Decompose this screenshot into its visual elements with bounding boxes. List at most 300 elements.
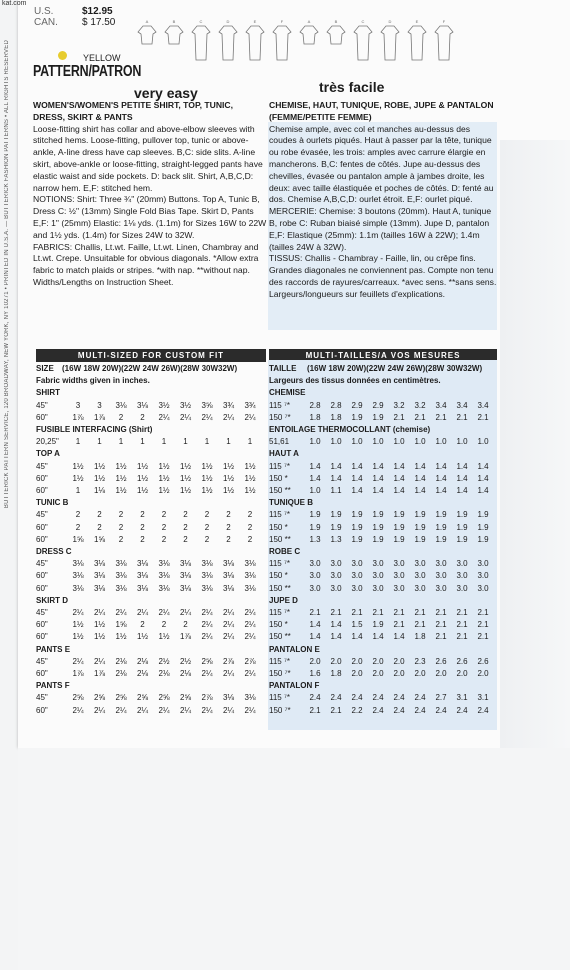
table-row xyxy=(269,436,497,448)
figure-caption: D xyxy=(388,19,392,24)
table-cell: 2 xyxy=(118,412,124,422)
table-cell: 1.0 xyxy=(351,437,363,447)
table-cell: 1½ xyxy=(115,486,127,495)
table-row xyxy=(269,583,497,595)
table-cell: 3½ xyxy=(158,400,170,410)
table-cell: 2 xyxy=(183,620,188,630)
fabric-width-label: 60" xyxy=(36,632,48,642)
table-cell: 3⅛ xyxy=(93,583,106,593)
table-cell: 1.8 xyxy=(309,412,321,422)
table-cell: 1.4 xyxy=(477,473,489,483)
size-label: SIZE xyxy=(36,364,54,373)
table-cell: 2¼ xyxy=(244,620,256,630)
table-cell: 3⅛ xyxy=(93,559,106,569)
section-row xyxy=(36,546,266,558)
table-cell: 2.0 xyxy=(309,656,321,666)
table-cell: 2⅛ xyxy=(136,669,149,678)
table-cell: 1.3 xyxy=(309,534,321,544)
table-cell: 1.5 xyxy=(351,620,363,630)
garment-sketch-icon xyxy=(163,24,185,62)
table-cell: 1.9 xyxy=(309,510,321,520)
table-cell: 2.6 xyxy=(477,656,489,666)
section-name: PANTS F xyxy=(36,681,70,691)
table-cell: 1⅞ xyxy=(179,632,192,642)
table-cell: 1.4 xyxy=(435,486,447,495)
table-cell: 3⅛ xyxy=(201,571,213,581)
table-cell: 2 xyxy=(75,510,81,520)
table-cell: 2⅛ xyxy=(136,656,149,666)
table-cell: 2 xyxy=(226,522,231,532)
table-cell: 1½ xyxy=(72,473,84,483)
table-cell: 1.4 xyxy=(330,473,342,483)
table-cell: 1.4 xyxy=(414,473,426,483)
section-name: HAUT A xyxy=(269,449,299,459)
garment-sketch-icon xyxy=(352,24,374,62)
table-cell: 3.0 xyxy=(351,571,363,581)
fabric-width-label: 45" xyxy=(36,400,48,410)
section-row xyxy=(36,644,266,656)
section-name: TUNIQUE B xyxy=(269,498,313,508)
table-cell: 2¼ xyxy=(222,705,235,715)
heading-fr: très facile xyxy=(319,79,385,95)
fr-widths-note: Largeurs/longueurs sur feuillets d'explications. xyxy=(269,288,445,299)
size-label: TAILLE xyxy=(269,364,297,373)
table-cell: 1 xyxy=(204,437,210,447)
fabric-width-label: 150 ⁷* xyxy=(269,412,291,422)
table-cell: 2¼ xyxy=(93,705,106,715)
table-cell: 2⅝ xyxy=(72,693,84,703)
table-cell: 1.1 xyxy=(330,486,342,495)
table-cell: 3⅛ xyxy=(136,583,149,593)
table-cell: 1.4 xyxy=(477,486,489,495)
table-cell: 2¼ xyxy=(244,608,256,617)
table-cell: 2.0 xyxy=(351,656,363,666)
table-cell: 2 xyxy=(140,620,145,630)
table-cell: 1⅝ xyxy=(72,534,84,544)
price-block xyxy=(34,6,115,28)
table-cell: 2¼ xyxy=(201,608,213,617)
table-cell: 1.0 xyxy=(477,437,489,447)
table-cell: 2¼ xyxy=(115,705,127,715)
figure-caption: A xyxy=(307,19,311,24)
table-cell: 1.4 xyxy=(309,461,321,471)
table-cell: 2 xyxy=(118,510,124,520)
fabric-width-note: Fabric widths given in inches. xyxy=(36,376,150,386)
en-desc: Loose-fitting shirt has collar and above-elbow sleeves with stitched hems. Loose-fitting, pullover top, tunic or above-ankle, A-line dress have cap sleeves. B,C: side slits. A-line skirt, above-ankle or loose-fitting, straight-legged pants have elastic waist and side pockets. D: back slit. Shirt, A,B,C,D: narrow hem. E,F: stitched hem. xyxy=(33,123,263,193)
table-cell: 1½ xyxy=(93,620,106,630)
table-cell: 3½ xyxy=(179,400,192,410)
table-cell: 3⅛ xyxy=(158,571,170,581)
table-cell: 2¼ xyxy=(93,656,106,666)
table-cell: 2.1 xyxy=(477,412,489,422)
table-cell: 3⅛ xyxy=(201,559,213,569)
table-cell: 1.4 xyxy=(330,461,342,471)
section-row xyxy=(269,595,497,607)
table-cell: 2¼ xyxy=(179,705,192,715)
table-cell: 1.4 xyxy=(456,473,468,483)
table-cell: 1.9 xyxy=(435,510,447,520)
table-cell: 1.4 xyxy=(372,461,384,471)
en-widths-note: Widths/Lengths on Instruction Sheet. xyxy=(33,276,174,287)
table-cell: 2¼ xyxy=(158,412,170,422)
table-cell: 2⅝ xyxy=(179,693,192,703)
table-cell: 2.1 xyxy=(414,608,426,617)
table-cell: 2 xyxy=(183,534,188,544)
table-row xyxy=(269,692,497,704)
table-cell: 2⅛ xyxy=(179,669,192,678)
table-cell: 2 xyxy=(247,522,253,532)
table-row xyxy=(269,473,497,485)
table-cell: 3⅛ xyxy=(222,559,235,569)
table-cell: 1.4 xyxy=(435,473,447,483)
fabric-width-label: 45" xyxy=(36,461,48,471)
section-row xyxy=(269,497,497,509)
garment-sketch-icon xyxy=(136,24,158,62)
table-cell: 2.1 xyxy=(309,608,321,617)
table-cell: 2.1 xyxy=(393,608,405,617)
fabric-width-label: 150 * xyxy=(269,522,288,532)
table-cell: 2⅞ xyxy=(201,693,213,703)
table-cell: 2 xyxy=(247,534,253,544)
table-cell: 1½ xyxy=(158,473,170,483)
table-cell: 2.0 xyxy=(414,669,426,678)
table-cell: 1⅝ xyxy=(115,620,127,630)
table-cell: 1.4 xyxy=(393,473,405,483)
table-cell: 2.1 xyxy=(456,620,468,630)
table-cell: 3⅛ xyxy=(179,583,192,593)
section-row xyxy=(269,424,497,436)
french-description xyxy=(269,100,499,301)
table-cell: 3.0 xyxy=(330,583,342,593)
table-cell: 3⅛ xyxy=(201,583,213,593)
table-cell: 1.4 xyxy=(309,473,321,483)
garment-figure xyxy=(377,20,403,66)
table-cell: 2¼ xyxy=(158,705,170,715)
table-cell: 1.4 xyxy=(393,632,405,642)
table-cell: 1.0 xyxy=(330,437,342,447)
table-cell: 3⅛ xyxy=(244,583,256,593)
section-name: PANTALON F xyxy=(269,681,320,691)
table-cell: 2 xyxy=(226,510,231,520)
fabric-width-label: 60" xyxy=(36,522,48,532)
spine-text-strip xyxy=(0,40,18,740)
table-cell: 2.1 xyxy=(435,412,447,422)
table-cell: 1½ xyxy=(115,473,127,483)
garment-figure xyxy=(269,20,295,66)
table-cell: 2½ xyxy=(179,656,192,666)
table-cell: 2.4 xyxy=(477,705,489,715)
site-label: kat.com xyxy=(2,0,27,7)
garment-figure xyxy=(215,20,241,66)
figure-caption: C xyxy=(361,19,365,24)
table-cell: 3.0 xyxy=(393,559,405,569)
garment-sketch-icon xyxy=(244,24,266,62)
table-cell: 1½ xyxy=(93,461,106,471)
table-row xyxy=(36,619,266,631)
table-cell: 3.0 xyxy=(330,571,342,581)
table-cell: 2¼ xyxy=(222,632,235,642)
table-cell: 2.1 xyxy=(456,412,468,422)
section-row xyxy=(269,387,497,399)
table-cell: 2.1 xyxy=(330,705,342,715)
section-name: TOP A xyxy=(36,449,60,459)
fabric-width-label: 60" xyxy=(36,620,48,630)
garment-sketch-icon xyxy=(433,24,455,62)
table-cell: 1.9 xyxy=(372,510,384,520)
table-cell: 1.3 xyxy=(330,534,342,544)
table-cell: 1⅞ xyxy=(93,412,106,422)
table-cell: 3.0 xyxy=(477,559,489,569)
table-row xyxy=(269,412,497,424)
table-cell: 1.9 xyxy=(456,534,468,544)
heading-en: very easy xyxy=(134,85,198,101)
table-cell: 3⅛ xyxy=(244,571,256,581)
table-cell: 2.4 xyxy=(393,705,405,715)
table-cell: 2.1 xyxy=(330,608,342,617)
garment-figures xyxy=(134,20,464,66)
table-cell: 1.9 xyxy=(393,522,405,532)
table-cell: 1.4 xyxy=(309,620,321,630)
table-cell: 3⅛ xyxy=(136,400,149,410)
table-cell: 3.0 xyxy=(435,583,447,593)
garment-figure xyxy=(188,20,214,66)
table-cell: 2.8 xyxy=(309,400,321,410)
garment-figure xyxy=(323,20,349,66)
table-cell: 3.0 xyxy=(351,583,363,593)
table-cell: 2 xyxy=(97,510,102,520)
en-notions: NOTIONS: Shirt: Three ¾" (20mm) Buttons. Top A, Tunic B, Dress C: ½" (13mm) Single Fold Bias Tape. Skirt D, Pants E,F: 1" (25mm) Elastic: 1⅛ yds. (1.1m) for Sizes 16W to 22W and 1½ yds. (1.4m) for Sizes 24W to 32W. xyxy=(33,194,267,240)
table-cell: 1½ xyxy=(201,461,213,471)
table-cell: 2 xyxy=(140,534,145,544)
table-cell: 1.4 xyxy=(456,461,468,471)
figure-caption: E xyxy=(415,19,419,24)
table-cell: 2¼ xyxy=(244,669,256,678)
table-cell: 1.0 xyxy=(435,437,447,447)
table-cell: 1½ xyxy=(201,473,213,483)
en-title: WOMEN'S/WOMEN'S PETITE SHIRT, TOP, TUNIC, DRESS, SKIRT & PANTS xyxy=(33,100,234,122)
table-cell: 1.0 xyxy=(372,437,384,447)
table-cell: 2¼ xyxy=(158,608,170,617)
table-row xyxy=(36,509,266,521)
table-cell: 2.0 xyxy=(330,656,342,666)
table-cell: 1.8 xyxy=(330,669,342,678)
bar-fr: MULTI-TAILLES/A VOS MESURES xyxy=(269,349,497,362)
table-cell: 1½ xyxy=(115,632,127,642)
table-cell: 2.1 xyxy=(477,608,489,617)
table-cell: 1½ xyxy=(136,632,149,642)
fabric-width-label: 45" xyxy=(36,510,48,520)
table-cell: 1½ xyxy=(158,461,170,471)
table-row xyxy=(269,509,497,521)
table-cell: 2.1 xyxy=(414,620,426,630)
table-cell: 2¼ xyxy=(115,608,127,617)
table-cell: 2 xyxy=(161,522,167,532)
fabric-width-label: 60" xyxy=(36,571,48,581)
table-cell: 3.1 xyxy=(477,693,489,703)
table-cell: 1½ xyxy=(72,620,84,630)
table-cell: 2.4 xyxy=(372,705,384,715)
table-row xyxy=(36,692,266,704)
garment-sketch-icon xyxy=(271,24,293,62)
section-name: SKIRT D xyxy=(36,595,68,605)
table-cell: 1.4 xyxy=(372,632,384,642)
table-cell: 3 xyxy=(75,400,81,410)
spine-text: BUTTERICK PATTERN SERVICE, 120 BROADWAY, NEW YORK, NY 10271 • PRINTED IN U.S.A. — BUTTERICK FASHION PATTERNS • ALL RIGHTS RESERVED xyxy=(4,40,10,509)
table-cell: 2 xyxy=(161,510,167,520)
table-cell: 3⅛ xyxy=(158,583,170,593)
table-cell: 2¼ xyxy=(201,632,213,642)
size-header-row xyxy=(36,363,266,375)
fabric-width-label: 60" xyxy=(36,534,48,544)
table-cell: 1.4 xyxy=(309,632,321,642)
table-cell: 2¼ xyxy=(222,669,235,678)
fabric-width-label: 60" xyxy=(36,412,48,422)
table-row xyxy=(269,619,497,631)
table-cell: 1.9 xyxy=(435,534,447,544)
table-cell: 2.1 xyxy=(456,632,468,642)
table-row xyxy=(269,400,497,412)
table-cell: 3⅛ xyxy=(72,571,84,581)
table-cell: 2 xyxy=(140,510,145,520)
fabric-note-row xyxy=(36,375,266,387)
table-cell: 3.1 xyxy=(456,693,468,703)
table-cell: 3.0 xyxy=(435,559,447,569)
table-cell: 3.0 xyxy=(372,583,384,593)
table-row xyxy=(36,400,266,412)
table-cell: 3.0 xyxy=(372,559,384,569)
table-cell: 3⅛ xyxy=(136,559,149,569)
table-cell: 2.6 xyxy=(435,656,447,666)
table-cell: 2⅛ xyxy=(115,669,127,678)
table-cell: 1.9 xyxy=(477,522,489,532)
figure-caption: B xyxy=(334,19,338,24)
section-name: ENTOILAGE THERMOCOLLANT (chemise) xyxy=(269,425,431,434)
table-cell: 2 xyxy=(118,522,124,532)
table-cell: 1½ xyxy=(222,461,235,471)
table-cell: 3.0 xyxy=(393,571,405,581)
table-cell: 3.4 xyxy=(456,400,468,410)
table-cell: 3.0 xyxy=(414,583,426,593)
fabric-width-label: 115 ⁷* xyxy=(269,559,290,569)
table-row xyxy=(36,570,266,582)
table-row xyxy=(269,631,497,643)
garment-figure xyxy=(404,20,430,66)
fabric-width-label: 115 ⁷* xyxy=(269,693,290,703)
price-us-label: U.S. xyxy=(34,6,54,17)
table-row xyxy=(269,668,497,680)
table-cell: 2.1 xyxy=(477,620,489,630)
fabric-width-label: 115 ⁷* xyxy=(269,400,290,410)
section-name: PANTS E xyxy=(36,644,71,654)
table-row xyxy=(36,656,266,668)
table-cell: 2⅞ xyxy=(244,656,256,666)
table-cell: 2.4 xyxy=(351,693,363,703)
fabric-width-label: 60" xyxy=(36,473,48,483)
size-header-row xyxy=(269,363,497,375)
fabric-width-label: 150 ⁷* xyxy=(269,705,291,715)
table-cell: 1⅞ xyxy=(93,669,106,678)
table-cell: 1½ xyxy=(72,461,84,471)
fabric-width-label: 60" xyxy=(36,583,48,593)
table-cell: 2¼ xyxy=(222,620,235,630)
table-cell: 1½ xyxy=(179,486,192,495)
table-row xyxy=(269,705,497,717)
table-cell: 3.0 xyxy=(372,571,384,581)
table-cell: 1.0 xyxy=(309,437,321,447)
table-cell: 2.4 xyxy=(456,705,468,715)
table-cell: 1.9 xyxy=(372,412,384,422)
table-cell: 1.4 xyxy=(372,473,384,483)
fabric-width-label: 150 * xyxy=(269,620,288,630)
table-cell: 1½ xyxy=(72,632,84,642)
color-label: YELLOW xyxy=(83,53,121,63)
section-name: DRESS C xyxy=(36,547,72,556)
fabric-width-label: 150 ⁷* xyxy=(269,669,291,678)
fabric-width-label: 51,61 xyxy=(269,437,290,447)
table-cell: 2⅛ xyxy=(158,669,170,678)
table-cell: 2.0 xyxy=(393,656,405,666)
table-cell: 3.0 xyxy=(309,583,321,593)
table-cell: 1.9 xyxy=(309,522,321,532)
table-cell: 3⅛ xyxy=(115,571,127,581)
price-us-value: $12.95 xyxy=(82,6,113,17)
table-cell: 1½ xyxy=(136,486,149,495)
table-cell: 2.7 xyxy=(435,693,447,703)
section-name: PANTALON E xyxy=(269,644,320,654)
table-cell: 3.2 xyxy=(393,400,405,410)
table-cell: 3⅛ xyxy=(244,559,256,569)
table-row xyxy=(36,558,266,570)
fabric-width-label: 115 ⁷* xyxy=(269,461,290,471)
fabric-width-label: 150 ** xyxy=(269,534,291,544)
table-cell: 1½ xyxy=(158,632,170,642)
table-cell: 2¼ xyxy=(201,669,213,678)
section-name: TUNIC B xyxy=(36,498,69,508)
table-cell: 1.8 xyxy=(330,412,342,422)
fabric-width-label: 150 * xyxy=(269,571,288,581)
fabric-width-label: 115 ⁷* xyxy=(269,656,290,666)
table-cell: 3¾ xyxy=(244,400,256,410)
table-row xyxy=(36,473,266,485)
table-cell: 1 xyxy=(97,437,102,447)
envelope-fold xyxy=(500,140,570,750)
table-cell: 1 xyxy=(118,437,124,447)
table-cell: 2⅛ xyxy=(115,656,127,666)
table-cell: 2 xyxy=(140,522,145,532)
table-cell: 3.0 xyxy=(477,571,489,581)
section-row xyxy=(269,546,497,558)
table-cell: 2¼ xyxy=(93,608,106,617)
fr-fabrics: TISSUS: Challis - Chambray - Faille, lin, ou crêpe fins. Grandes diagonales ne conviennent pas. Compte non tenu des raccords de rayures/carreaux. *avec sens. **sans sens. xyxy=(269,253,497,287)
table-cell: 1.4 xyxy=(372,486,384,495)
section-name: FUSIBLE INTERFACING (Shirt) xyxy=(36,425,153,434)
table-row xyxy=(36,412,266,424)
bar-en: MULTI-SIZED FOR CUSTOM FIT xyxy=(36,349,266,362)
table-cell: 3.0 xyxy=(456,583,468,593)
table-cell: 2.2 xyxy=(351,705,363,715)
table-cell: 1.9 xyxy=(351,534,363,544)
table-cell: 3.2 xyxy=(414,400,426,410)
table-cell: 2.4 xyxy=(414,693,426,703)
table-cell: 3⅛ xyxy=(72,583,84,593)
table-cell: 1.9 xyxy=(477,510,489,520)
table-cell: 3⅛ xyxy=(115,583,127,593)
table-cell: 3 xyxy=(97,400,102,410)
table-cell: 1⅛ xyxy=(93,486,106,495)
table-row xyxy=(36,461,266,473)
fabric-width-label: 60" xyxy=(36,705,48,715)
table-row xyxy=(36,583,266,595)
